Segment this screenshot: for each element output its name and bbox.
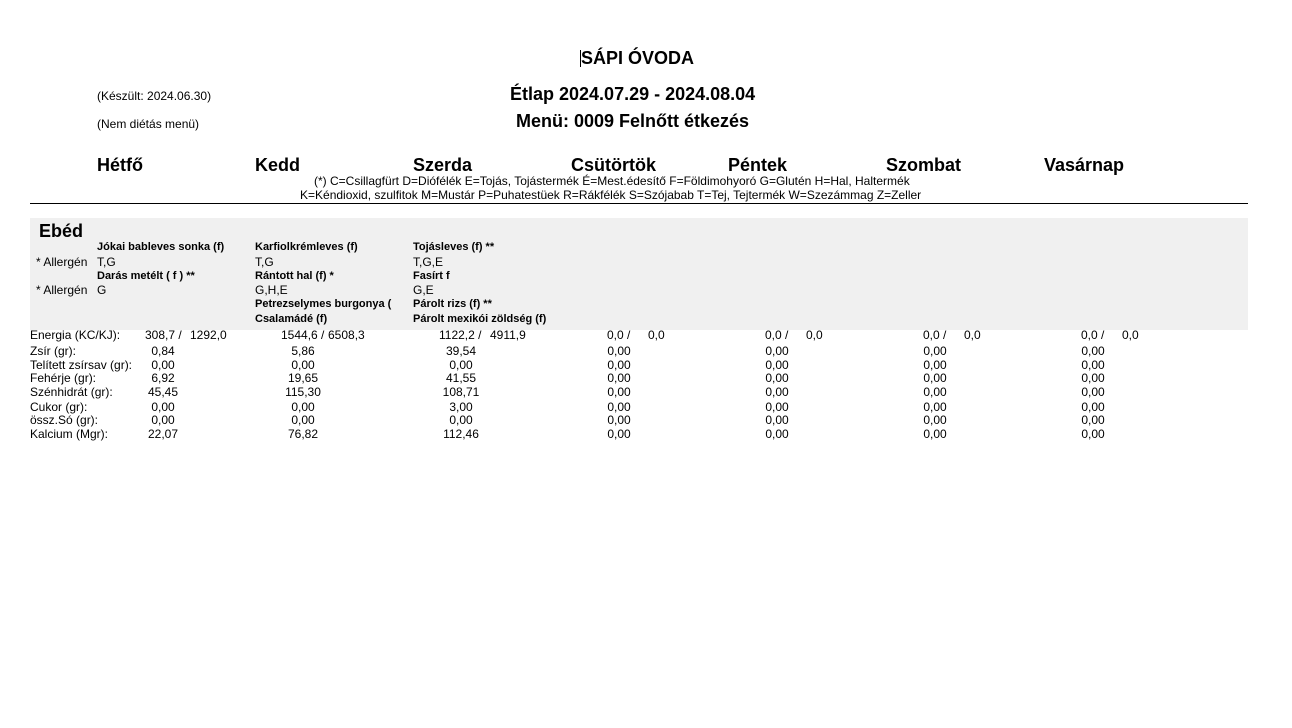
energy-kc-thursday: 0,0 / — [607, 328, 631, 342]
nutrition-fat-sunday: 0,00 — [1081, 344, 1105, 358]
nutrition-label-energy: Energia (KC/KJ): — [30, 328, 121, 342]
monday-allergen-1: T,G — [97, 255, 116, 269]
nutrition-sugar-saturday: 0,00 — [923, 400, 947, 414]
nutrition-calcium-tuesday: 76,82 — [287, 427, 319, 441]
menu-period: Étlap 2024.07.29 - 2024.08.04 — [510, 84, 756, 104]
allergen-legend-line1: (*) C=Csillagfürt D=Diófélék E=Tojás, Tojástermék É=Mest.édesítő F=Földimohyoró G=Glutén H=Hal, Haltermék — [314, 174, 910, 188]
nutrition-carbohydrate-tuesday: 115,30 — [285, 385, 321, 399]
day-friday: Péntek — [728, 155, 788, 175]
nutrition-calcium-monday: 22,07 — [147, 427, 179, 441]
nutrition-label-saturated-fat: Telített zsírsav (gr): — [30, 358, 133, 372]
energy-kc-friday: 0,0 / — [765, 328, 789, 342]
section-title: Ebéd — [39, 221, 84, 241]
nutrition-salt-saturday: 0,00 — [923, 413, 947, 427]
nutrition-sugar-wednesday: 3,00 — [449, 400, 473, 414]
nutrition-label-fat: Zsír (gr): — [30, 344, 76, 358]
nutrition-calcium-friday: 0,00 — [765, 427, 789, 441]
nutrition-fat-wednesday: 39,54 — [445, 344, 477, 358]
energy-kj-tuesday: 6508,3 — [328, 328, 365, 342]
tuesday-dish-3: Petrezselymes burgonya ( — [255, 298, 392, 310]
nutrition-saturated-fat-wednesday: 0,00 — [449, 358, 473, 372]
nutrition-salt-sunday: 0,00 — [1081, 413, 1105, 427]
nutrition-sugar-thursday: 0,00 — [607, 400, 631, 414]
nutrition-calcium-saturday: 0,00 — [923, 427, 947, 441]
nutrition-label-protein: Fehérje (gr): — [30, 371, 97, 385]
nutrition-protein-friday: 0,00 — [765, 371, 789, 385]
day-thursday: Csütörtök — [571, 155, 656, 175]
nutrition-protein-sunday: 0,00 — [1081, 371, 1105, 385]
wednesday-allergen-1: T,G,E — [413, 255, 444, 269]
day-tuesday: Kedd — [255, 155, 300, 175]
nutrition-protein-saturday: 0,00 — [923, 371, 947, 385]
nutrition-sugar-sunday: 0,00 — [1081, 400, 1105, 414]
nutrition-label-calcium: Kalcium (Mgr): — [30, 427, 109, 441]
menu-name: Menü: 0009 Felnőtt étkezés — [516, 111, 750, 131]
nutrition-label-carbohydrate: Szénhidrát (gr): — [30, 385, 113, 399]
day-monday: Hétfő — [97, 155, 143, 175]
energy-kj-friday: 0,0 — [806, 328, 823, 342]
nutrition-salt-monday: 0,00 — [151, 413, 175, 427]
wednesday-dish-3: Párolt rizs (f) ** — [413, 298, 492, 310]
day-saturday: Szombat — [886, 155, 962, 175]
nutrition-saturated-fat-thursday: 0,00 — [607, 358, 631, 372]
nutrition-carbohydrate-saturday: 0,00 — [923, 385, 947, 399]
nutrition-protein-tuesday: 19,65 — [287, 371, 319, 385]
monday-dish-1: Jókai bableves sonka (f) — [97, 241, 225, 253]
energy-kc-sunday: 0,0 / — [1081, 328, 1105, 342]
nutrition-calcium-thursday: 0,00 — [607, 427, 631, 441]
tuesday-allergen-2: G,H,E — [255, 283, 288, 297]
nutrition-salt-tuesday: 0,00 — [291, 413, 315, 427]
tuesday-dish-4: Csalamádé (f) — [255, 313, 328, 325]
diet-type: (Nem diétás menü) — [97, 117, 200, 131]
energy-kj-thursday: 0,0 — [648, 328, 665, 342]
nutrition-sugar-monday: 0,00 — [151, 400, 175, 414]
allergen-legend-line2: K=Kéndioxid, szulfitok M=Mustár P=Puhatestüek R=Rákfélék S=Szójabab T=Tej, Tejtermék W=Szezámmag Z=Zeller — [300, 188, 922, 202]
energy-kc-monday: 308,7 / — [145, 328, 182, 342]
school-title: SÁPI ÓVODA — [581, 48, 695, 68]
tuesday-dish-1: Karfiolkrémleves (f) — [255, 241, 358, 253]
nutrition-carbohydrate-thursday: 0,00 — [607, 385, 631, 399]
tuesday-dish-2: Rántott hal (f) * — [255, 270, 334, 282]
nutrition-salt-wednesday: 0,00 — [449, 413, 473, 427]
nutrition-salt-friday: 0,00 — [765, 413, 789, 427]
lunch-section-background — [30, 218, 1248, 330]
nutrition-protein-monday: 6,92 — [151, 371, 175, 385]
created-date: (Készült: 2024.06.30) — [97, 89, 212, 103]
energy-kc-tuesday: 1544,6 / — [281, 328, 325, 342]
wednesday-dish-4: Párolt mexikói zöldség (f) — [413, 313, 547, 325]
nutrition-fat-thursday: 0,00 — [607, 344, 631, 358]
monday-allergen-2: G — [97, 283, 107, 297]
day-wednesday: Szerda — [413, 155, 473, 175]
nutrition-saturated-fat-friday: 0,00 — [765, 358, 789, 372]
nutrition-calcium-wednesday: 112,46 — [443, 427, 479, 441]
wednesday-allergen-2: G,E — [413, 283, 434, 297]
energy-kc-saturday: 0,0 / — [923, 328, 947, 342]
nutrition-protein-wednesday: 41,55 — [445, 371, 477, 385]
tuesday-allergen-1: T,G — [255, 255, 274, 269]
nutrition-saturated-fat-tuesday: 0,00 — [291, 358, 315, 372]
nutrition-sugar-tuesday: 0,00 — [291, 400, 315, 414]
allergen-label: * Allergén — [36, 283, 88, 297]
nutrition-label-salt: össz.Só (gr): — [30, 413, 99, 427]
nutrition-saturated-fat-saturday: 0,00 — [923, 358, 947, 372]
monday-dish-2: Darás metélt ( f ) ** — [97, 270, 195, 282]
nutrition-label-sugar: Cukor (gr): — [30, 400, 88, 414]
nutrition-calcium-sunday: 0,00 — [1081, 427, 1105, 441]
energy-kj-saturday: 0,0 — [964, 328, 981, 342]
energy-kj-sunday: 0,0 — [1122, 328, 1139, 342]
nutrition-fat-saturday: 0,00 — [923, 344, 947, 358]
energy-kj-monday: 1292,0 — [190, 328, 227, 342]
energy-kc-wednesday: 1122,2 / — [439, 328, 482, 342]
nutrition-saturated-fat-sunday: 0,00 — [1081, 358, 1105, 372]
nutrition-protein-thursday: 0,00 — [607, 371, 631, 385]
nutrition-salt-thursday: 0,00 — [607, 413, 631, 427]
header-divider — [30, 203, 1248, 204]
allergen-label: * Allergén — [36, 255, 88, 269]
day-sunday: Vasárnap — [1044, 155, 1125, 175]
nutrition-carbohydrate-wednesday: 108,71 — [442, 385, 480, 399]
nutrition-sugar-friday: 0,00 — [765, 400, 789, 414]
energy-kj-wednesday: 4911,9 — [490, 328, 526, 342]
nutrition-fat-tuesday: 5,86 — [291, 344, 315, 358]
nutrition-carbohydrate-friday: 0,00 — [765, 385, 789, 399]
nutrition-carbohydrate-sunday: 0,00 — [1081, 385, 1105, 399]
nutrition-fat-friday: 0,00 — [765, 344, 789, 358]
nutrition-saturated-fat-monday: 0,00 — [151, 358, 175, 372]
nutrition-fat-monday: 0,84 — [151, 344, 175, 358]
nutrition-carbohydrate-monday: 45,45 — [147, 385, 179, 399]
wednesday-dish-1: Tojásleves (f) ** — [413, 241, 495, 253]
wednesday-dish-2: Fasírt f — [413, 270, 450, 282]
